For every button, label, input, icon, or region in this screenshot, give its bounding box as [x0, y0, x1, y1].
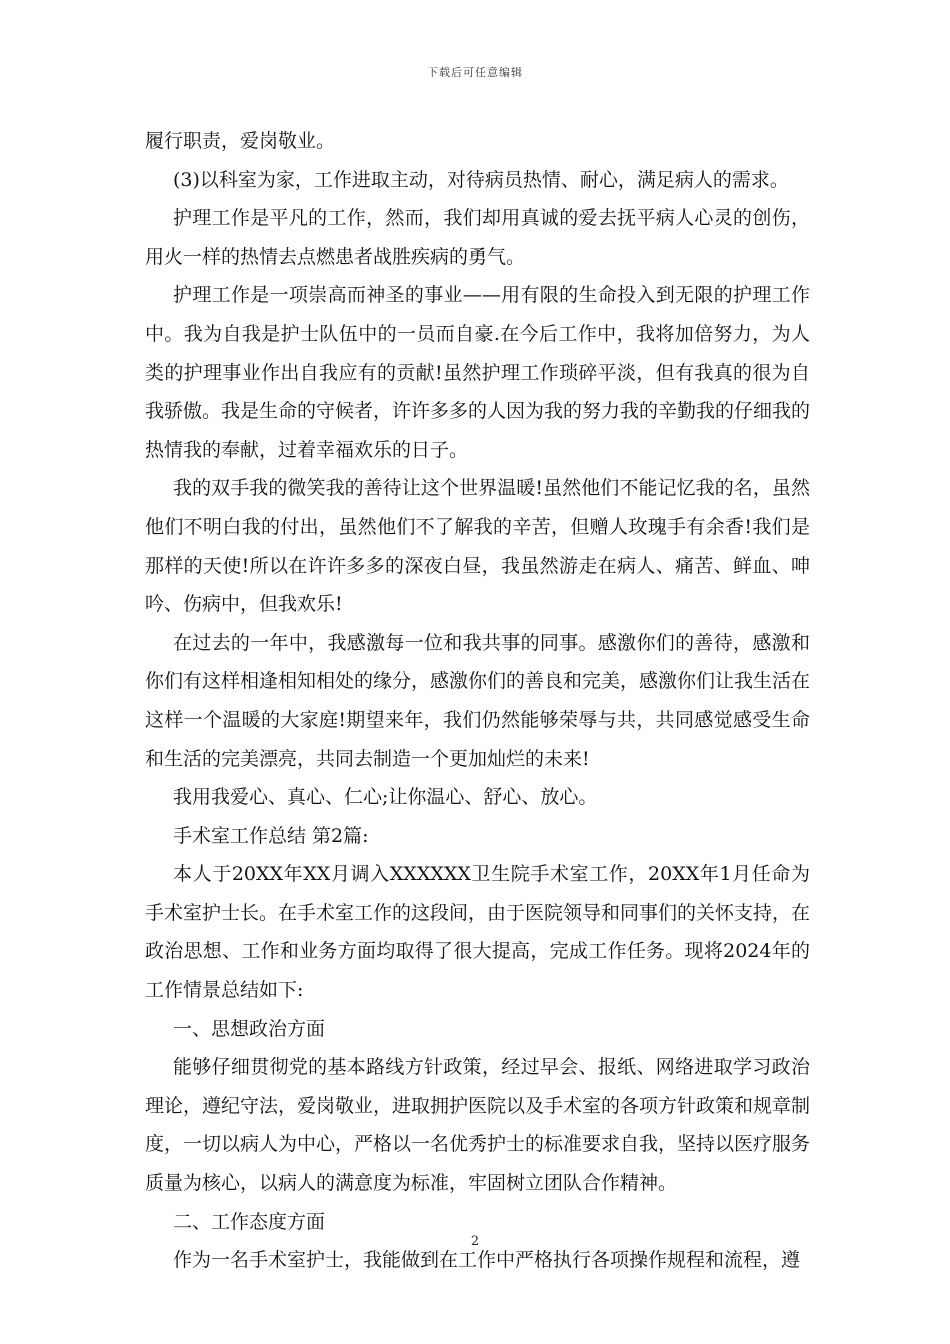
paragraph: (3)以科室为家，工作进取主动，对待病员热情、耐心，满足病人的需求。 [173, 168, 789, 191]
paragraph: 护理工作是一项崇高而神圣的事业——用有限的生命投入到无限的护理工作中。我为自我是护士队伍中的一员而自豪.在今后工作中，我将加倍努力，为人类的护理事业作出自我应有的贡献!虽然护理工作琐碎平淡，但有我真的很为自我骄傲。我是生命的守候者，许许多多的人因为我的努力我的辛勤我的仔细我的热情我的奉献，过着幸福欢乐的日子。 [145, 284, 811, 461]
paragraph: 履行职责，爱岗敬业。 [145, 130, 336, 152]
paragraph: 我用我爱心、真心、仁心;让你温心、舒心、放心。 [173, 786, 598, 809]
page-number: 2 [470, 1234, 480, 1249]
paragraph: 我的双手我的微笑我的善待让这个世界温暖!虽然他们不能记忆我的名，虽然他们不明白我的付出，虽然他们不了解我的辛苦，但赠人玫瑰手有余香!我们是那样的天使!所以在许许多多的深夜白昼，我虽然游走在病人、痛苦、鲜血、呻吟、伤病中，但我欢乐! [145, 477, 810, 616]
subsection-heading: 一、思想政治方面 [173, 1017, 326, 1040]
paragraph: 能够仔细贯彻党的基本路线方针政策，经过早会、报纸、网络进取学习政治理论，遵纪守法，爱岗敬业，进取拥护医院以及手术室的各项方针政策和规章制度，一切以病人为中心，严格以一名优秀护士的标准要求自我，坚持以医疗服务质量为核心，以病人的满意度为标准，牢固树立团队合作精神。 [145, 1056, 811, 1195]
paragraph: 在过去的一年中，我感激每一位和我共事的同事。感激你们的善待，感激和你们有这样相逢相知相处的缘分，感激你们的善良和完美，感激你们让我生活在这样一个温暖的大家庭!期望来年，我们仍然能够荣辱与共，共同感觉感受生命和生活的完美漂亮，共同去制造一个更加灿烂的未来! [145, 631, 811, 770]
page-header: 下载后可任意编辑 [427, 66, 523, 79]
paragraph: 作为一名手术室护士，我能做到在工作中严格执行各项操作规程和流程，遵 [173, 1249, 801, 1272]
subsection-heading: 二、工作态度方面 [173, 1210, 326, 1233]
paragraph: 护理工作是平凡的工作，然而，我们却用真诚的爱去抚平病人心灵的创伤，用火一样的热情去点燃患者战胜疾病的勇气。 [145, 207, 810, 268]
body-text [145, 122, 810, 1280]
paragraph: 本人于20XX年XX月调入XXXXXX卫生院手术室工作，20XX年1月任命为手术室护士长。在手术室工作的这段间，由于医院领导和同事们的关怀支持，在政治思想、工作和业务方面均取得了很大提高，完成工作任务。现将2024年的工作情景总结如下: [145, 863, 811, 1002]
section-heading: 手术室工作总结 第2篇: [173, 824, 369, 847]
